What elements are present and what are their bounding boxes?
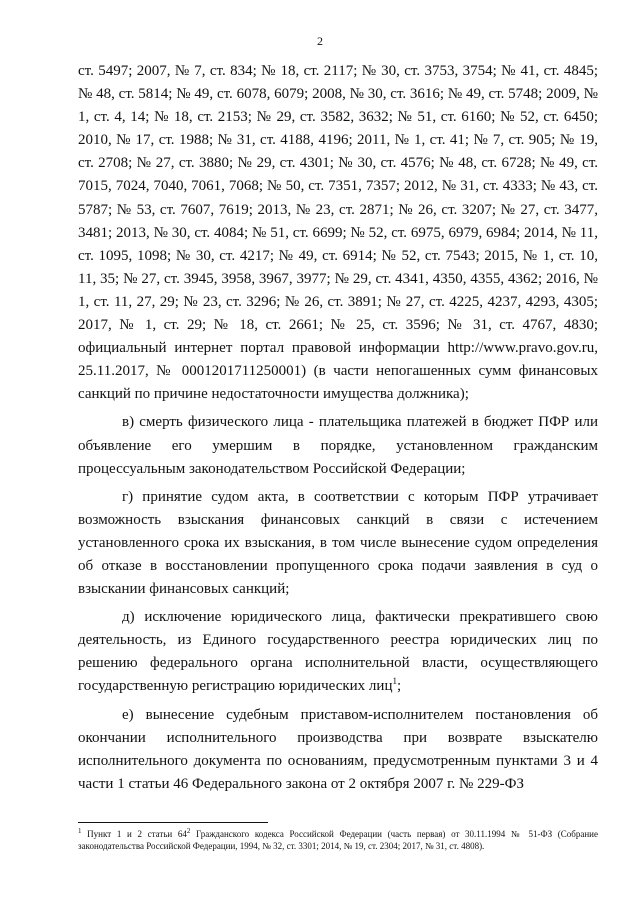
footnote-text-after: Гражданского кодекса Российской Федерации (часть первая) от 30.11.1994 № 51-ФЗ (Собрание законодательства Российской Федерации, 1994, № 32, ст. 3301; 2014, № 19, ст. 2304; 2017, № 31, ст. 4808). [78, 829, 598, 851]
paragraph-d-text: д) исключение юридического лица, фактически прекратившего свою деятельность, из Единого государственного реестра юридических лиц по решению федерального органа исполнительной власти, осуществляющего государственную регистрацию юридических лиц [78, 609, 598, 695]
paragraph-d-tail: ; [396, 678, 402, 695]
footnote-superscript: 2 [186, 827, 191, 835]
paragraph-d [78, 606, 598, 698]
footnote [78, 828, 598, 852]
paragraph-e: е) вынесение судебным приставом-исполнителем постановления об окончании исполнительного производства при возврате взыскателю исполнительного документа по основаниям, предусмотренным пунктами 3 и 4 части 1 статьи 46 Федерального закона от 2 октября 2007 г. № 229-ФЗ [78, 706, 598, 792]
page-number: 2 [317, 34, 323, 48]
footnote-divider [78, 822, 268, 823]
footnote-text-before: Пункт 1 и 2 статьи 64 [87, 829, 187, 839]
paragraph-g: г) принятие судом акта, в соответствии с которым ПФР утрачивает возможность взыскания финансовых санкций в связи с истечением установленного срока их взыскания, в том числе вынесение судом определения об отказе в восстановлении пропущенного срока подачи заявления в суд о взыскании финансовых санкций; [78, 488, 598, 598]
document-body [78, 60, 598, 796]
paragraph-legal-references: ст. 5497; 2007, № 7, ст. 834; № 18, ст. 2117; № 30, ст. 3753, 3754; № 41, ст. 4845; № 48, ст. 5814; № 49, ст. 6078, 6079; 2008, № 30, ст. 3616; № 49, ст. 5748; 2009, № 1, ст. 4, 14; № 18, ст. 2153; № 29, ст. 3582, 3632; № 51, ст. 6160; № 52, ст. 6450; 2010, № 17, ст. 1988; № 31, ст. 4188, 4196; 2011, № 1, ст. 41; № 7, ст. 905; № 19, ст. 2708; № 27, ст. 3880; № 29, ст. 4301; № 30, ст. 4576; № 48, ст. 6728; № 49, ст. 7015, 7024, 7040, 7061, 7068; № 50, ст. 7351, 7357; 2012, № 31, ст. 4333; № 43, ст. 5787; № 53, ст. 7607, 7619; 2013, № 23, ст. 2871; № 26, ст. 3207; № 27, ст. 3477, 3481; 2013, № 30, ст. 4084; № 51, ст. 6699; № 52, ст. 6975, 6979, 6984; 2014, № 11, ст. 1095, 1098; № 30, ст. 4217; № 49, ст. 6914; № 52, ст. 7543; 2015, № 1, ст. 10, 11, 35; № 27, ст. 3945, 3958, 3967, 3977; № 29, ст. 4341, 4350, 4355, 4362; 2016, № 1, ст. 11, 27, 29; № 23, ст. 3296; № 26, ст. 3891; № 27, ст. 4225, 4237, 4293, 4305; 2017, № 1, ст. 29; № 18, ст. 2661; № 25, ст. 3596; № 31, ст. 4767, 4830; официальный интернет портал правовой информации http://www.pravo.gov.ru, 25.11.2017, № 0001201711250001) (в части непогашенных сумм финансовых санкций по причине недостаточности имущества должника); [78, 63, 598, 403]
footnote-marker: 1 [78, 827, 82, 835]
footnote-reference[interactable]: 1 [392, 676, 397, 687]
paragraph-v: в) смерть физического лица - плательщика платежей в бюджет ПФР или объявление его умершим в порядке, установленном гражданским процессуальным законодательством Российской Федерации; [78, 414, 598, 477]
